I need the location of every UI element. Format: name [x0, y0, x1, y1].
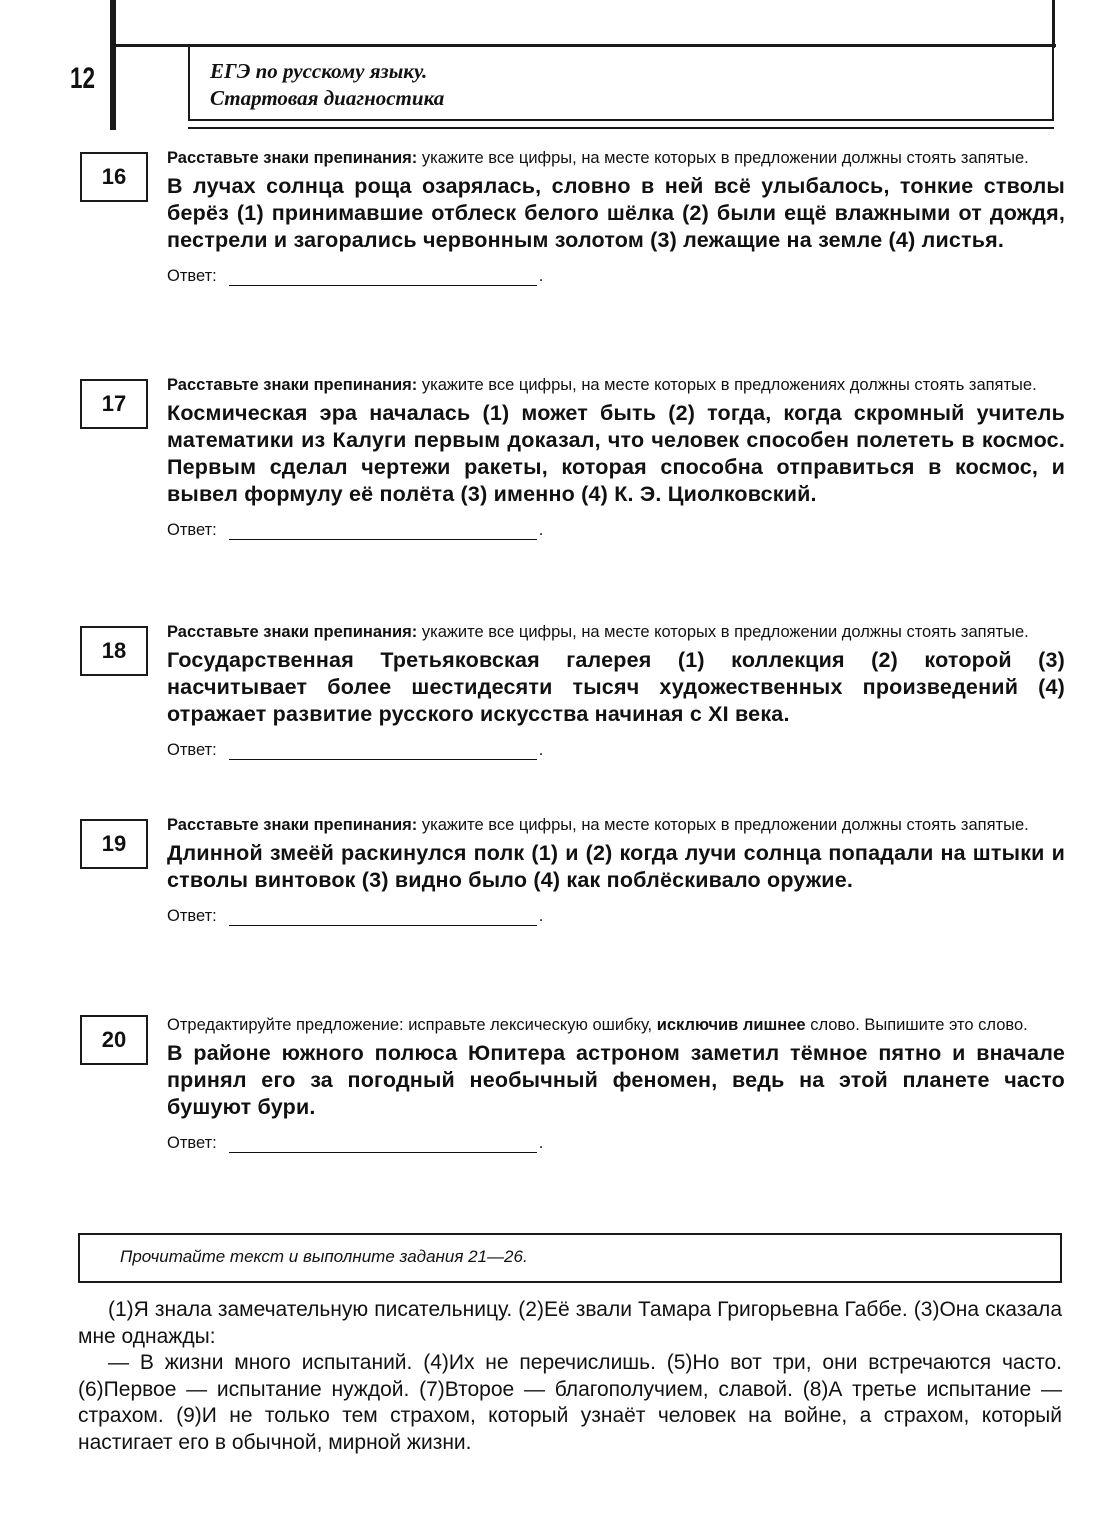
task-instruction	[167, 375, 1065, 395]
task-instruction	[167, 815, 1065, 835]
task-sentence: В районе южного полюса Юпитера астроном заметил тёмное пятно и вначале принял его за погодный необычный феномен, ведь на этой планете часто бушуют бури.	[167, 1041, 1065, 1119]
answer-label: Ответ:	[167, 1134, 217, 1152]
instruction-bold: Расставьте знаки препинания:	[167, 623, 418, 641]
task-instruction	[167, 1015, 1065, 1035]
read-instruction-box: Прочитайте текст и выполните задания 21—26.	[78, 1233, 1062, 1283]
task-number-box: 20	[80, 1015, 148, 1065]
task-body	[167, 1015, 1065, 1153]
header-title-box	[188, 44, 1054, 121]
task-number-box: 19	[80, 819, 148, 869]
task-instruction	[167, 148, 1065, 168]
answer-field[interactable]	[229, 742, 537, 760]
header-title-line1: ЕГЭ по русскому языку.	[210, 59, 428, 83]
answer-label: Ответ:	[167, 907, 217, 925]
instruction-text: укажите все цифры, на месте которых в предложении должны стоять запятые.	[417, 149, 1029, 167]
page-number: 12	[70, 62, 96, 95]
instruction-bold: Расставьте знаки препинания:	[167, 816, 418, 834]
answer-label: Ответ:	[167, 267, 217, 285]
instruction-text: укажите все цифры, на месте которых в предложениях должны стоять запятые.	[417, 376, 1037, 394]
instruction-text: укажите все цифры, на месте которых в предложении должны стоять запятые.	[417, 623, 1029, 641]
answer-label: Ответ:	[167, 741, 217, 759]
instruction-bold: исключив лишнее	[656, 1016, 806, 1034]
task-sentence: В лучах солнца роща озарялась, словно в ней всё улыбалось, тонкие стволы берёз (1) принимавшие отблеск белого шёлка (2) были ещё влажными от дождя, пестрели и загорались червонным золотом (3) лежащие на земле (4) листья.	[167, 174, 1065, 252]
answer-row: Ответ: .	[167, 521, 544, 539]
answer-field[interactable]	[229, 522, 537, 540]
instruction-bold: Расставьте знаки препинания:	[167, 149, 418, 167]
answer-label: Ответ:	[167, 521, 217, 539]
task-sentence: Длинной змеёй раскинулся полк (1) и (2) когда лучи солнца попадали на штыки и стволы винтовок (3) видно было (4) как поблёскивало оружие.	[167, 841, 1065, 892]
header-underline	[188, 127, 1054, 129]
task-body	[167, 375, 1065, 540]
answer-field[interactable]	[229, 268, 537, 286]
task-body	[167, 622, 1065, 760]
answer-field[interactable]	[229, 908, 537, 926]
header-right-rule	[1052, 0, 1055, 48]
reading-passage	[78, 1297, 1062, 1456]
answer-row: Ответ: .	[167, 907, 544, 925]
header-vertical-rule	[110, 0, 116, 130]
task-sentence: Государственная Третьяковская галерея (1) коллекция (2) которой (3) насчитывает более шестидесяти тысяч художественных произведений (4) отражает развитие русского искусства начиная с XI века.	[167, 648, 1065, 726]
passage-paragraph-2: — В жизни много испытаний. (4)Их не перечислишь. (5)Но вот три, они встречаются часто. (6)Первое — испытание нуждой. (7)Второе — благополучием, славой. (8)А третье испытание — страхом. (9)И не только тем страхом, который узнаёт человек на войне, а страхом, который настигает его в обычной, мирной жизни.	[78, 1351, 1062, 1454]
answer-field[interactable]	[229, 1135, 537, 1153]
instruction-post: слово. Выпишите это слово.	[805, 1016, 1028, 1034]
task-number-box: 16	[80, 152, 148, 202]
task-instruction	[167, 622, 1065, 642]
instruction-bold: Расставьте знаки препинания:	[167, 376, 418, 394]
header-title-line2: Стартовая диагностика	[210, 86, 445, 110]
task-body	[167, 815, 1065, 926]
instruction-pre: Отредактируйте предложение: исправьте лексическую ошибку,	[167, 1016, 657, 1034]
task-number-box: 17	[80, 379, 148, 429]
answer-row: Ответ: .	[167, 741, 544, 759]
task-number-box: 18	[80, 626, 148, 676]
answer-row: Ответ: .	[167, 1134, 544, 1152]
task-body	[167, 148, 1065, 286]
answer-row: Ответ: .	[167, 267, 544, 285]
passage-paragraph-1: (1)Я знала замечательную писательницу. (2)Её звали Тамара Григорьевна Габбе. (3)Она сказала мне однажды:	[78, 1298, 1062, 1348]
task-sentence: Космическая эра началась (1) может быть (2) тогда, когда скромный учитель математики из Калуги первым доказал, что человек способен полететь в космос. Первым сделал чертежи ракеты, которая способна отправиться в космос, и вывел формулу её полёта (3) именно (4) К. Э. Циолковский.	[167, 401, 1065, 506]
instruction-text: укажите все цифры, на месте которых в предложении должны стоять запятые.	[417, 816, 1029, 834]
